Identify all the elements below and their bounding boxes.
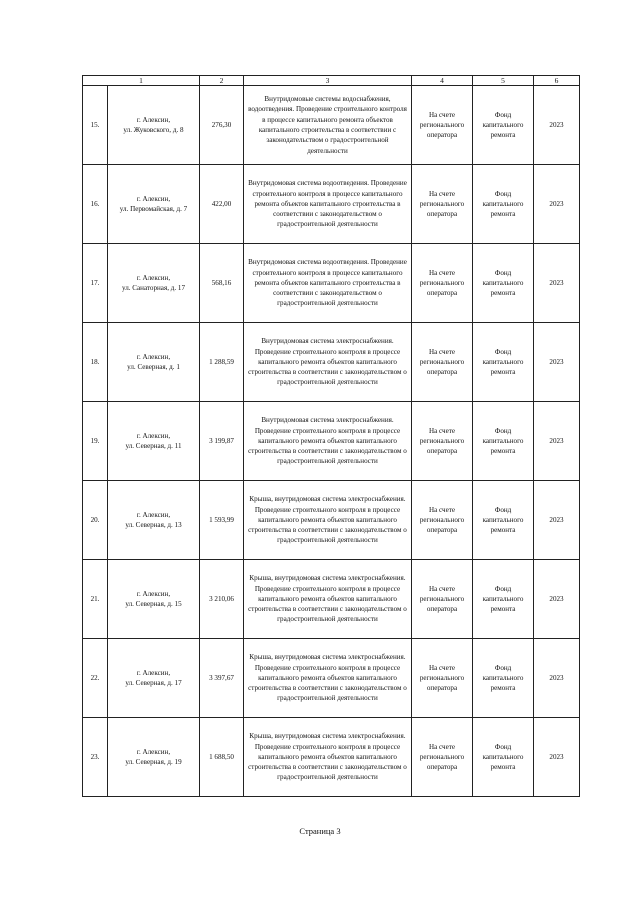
row-number: 19. [83, 402, 108, 481]
row-year: 2023 [534, 165, 580, 244]
row-funding-source: Фонд капитального ремонта [473, 402, 534, 481]
address-street: ул. Санаторная, д. 17 [121, 284, 186, 292]
row-account: На счете регионального оператора [412, 86, 473, 165]
row-cost: 1 688,50 [200, 718, 244, 797]
row-funding-source: Фонд капитального ремонта [473, 481, 534, 560]
table-row [83, 560, 580, 639]
row-cost: 3 397,67 [200, 639, 244, 718]
address-street: ул. Жуковского, д. 8 [123, 126, 184, 134]
row-cost: 3 199,87 [200, 402, 244, 481]
row-cost: 1 593,99 [200, 481, 244, 560]
row-address [108, 402, 200, 481]
page-number: Страница 3 [299, 826, 341, 836]
row-account: На счете регионального оператора [412, 718, 473, 797]
row-address [108, 165, 200, 244]
row-account: На счете регионального оператора [412, 402, 473, 481]
row-cost: 422,00 [200, 165, 244, 244]
row-address [108, 639, 200, 718]
row-cost: 568,16 [200, 244, 244, 323]
row-address [108, 244, 200, 323]
row-number: 17. [83, 244, 108, 323]
row-account: На счете регионального оператора [412, 244, 473, 323]
row-address [108, 323, 200, 402]
column-header-5: 5 [473, 76, 534, 86]
row-number: 23. [83, 718, 108, 797]
row-work-description: Крыша, внутридомовая система электроснабжения. Проведение строительного контроля в процессе капитального ремонта объектов капитального строительства в соответствии с законодательством о градостроительной деятельности [244, 718, 412, 797]
address-street: ул. Первомайская, д. 7 [119, 205, 188, 213]
row-address [108, 718, 200, 797]
table-header-row [83, 76, 580, 86]
row-funding-source: Фонд капитального ремонта [473, 718, 534, 797]
table-row [83, 86, 580, 165]
row-work-description: Внутридомовая система водоотведения. Проведение строительного контроля в процессе капитального ремонта объектов капитального строительства в соответствии с законодательством о градостроительной деятельности [244, 165, 412, 244]
column-header-3: 3 [244, 76, 412, 86]
row-work-description: Крыша, внутридомовая система электроснабжения. Проведение строительного контроля в процессе капитального ремонта объектов капитального строительства в соответствии с законодательством о градостроительной деятельности [244, 639, 412, 718]
address-city: г. Алексин, [136, 273, 171, 282]
row-cost: 1 288,59 [200, 323, 244, 402]
address-city: г. Алексин, [136, 510, 171, 519]
row-cost: 276,30 [200, 86, 244, 165]
row-number: 15. [83, 86, 108, 165]
row-work-description: Крыша, внутридомовая система электроснабжения. Проведение строительного контроля в процессе капитального ремонта объектов капитального строительства в соответствии с законодательством о градостроительной деятельности [244, 481, 412, 560]
row-number: 18. [83, 323, 108, 402]
row-number: 22. [83, 639, 108, 718]
address-city: г. Алексин, [136, 589, 171, 598]
address-street: ул. Северная, д. 13 [125, 521, 182, 529]
address-city: г. Алексин, [136, 747, 171, 756]
row-funding-source: Фонд капитального ремонта [473, 244, 534, 323]
address-street: ул. Северная, д. 15 [125, 600, 182, 608]
row-work-description: Внутридомовая система электроснабжения. Проведение строительного контроля в процессе капитального ремонта объектов капитального строительства в соответствии с законодательством о градостроительной деятельности [244, 323, 412, 402]
works-table [82, 75, 580, 797]
row-year: 2023 [534, 718, 580, 797]
column-header-4: 4 [412, 76, 473, 86]
row-work-description: Внутридомовая система водоотведения. Проведение строительного контроля в процессе капитального ремонта объектов капитального строительства в соответствии с законодательством о градостроительной деятельности [244, 244, 412, 323]
table-row [83, 481, 580, 560]
address-street: ул. Северная, д. 17 [125, 679, 182, 687]
row-year: 2023 [534, 560, 580, 639]
row-address [108, 560, 200, 639]
table-row [83, 165, 580, 244]
table-row [83, 402, 580, 481]
row-cost: 3 210,06 [200, 560, 244, 639]
row-year: 2023 [534, 323, 580, 402]
column-header-6: 6 [534, 76, 580, 86]
row-account: На счете регионального оператора [412, 639, 473, 718]
row-account: На счете регионального оператора [412, 165, 473, 244]
row-year: 2023 [534, 402, 580, 481]
row-work-description: Крыша, внутридомовая система электроснабжения. Проведение строительного контроля в процессе капитального ремонта объектов капитального строительства в соответствии с законодательством о градостроительной деятельности [244, 560, 412, 639]
row-year: 2023 [534, 86, 580, 165]
row-account: На счете регионального оператора [412, 323, 473, 402]
row-account: На счете регионального оператора [412, 481, 473, 560]
row-funding-source: Фонд капитального ремонта [473, 86, 534, 165]
row-year: 2023 [534, 639, 580, 718]
row-funding-source: Фонд капитального ремонта [473, 165, 534, 244]
address-city: г. Алексин, [136, 194, 171, 203]
column-header-2: 2 [200, 76, 244, 86]
row-address [108, 481, 200, 560]
table-row [83, 639, 580, 718]
row-year: 2023 [534, 481, 580, 560]
address-street: ул. Северная, д. 19 [125, 758, 182, 766]
address-street: ул. Северная, д. 1 [127, 363, 180, 371]
row-funding-source: Фонд капитального ремонта [473, 323, 534, 402]
row-funding-source: Фонд капитального ремонта [473, 560, 534, 639]
address-city: г. Алексин, [136, 352, 171, 361]
address-street: ул. Северная, д. 11 [125, 442, 182, 450]
row-work-description: Внутридомовые системы водоснабжения, водоотведения. Проведение строительного контроля в процессе капитального ремонта объектов капитального строительства в соответствии с законодательством о градостроительной деятельности [244, 86, 412, 165]
row-number: 16. [83, 165, 108, 244]
table-row [83, 244, 580, 323]
address-city: г. Алексин, [136, 668, 171, 677]
row-account: На счете регионального оператора [412, 560, 473, 639]
column-header-1: 1 [83, 76, 200, 86]
address-city: г. Алексин, [136, 115, 171, 124]
table-row [83, 323, 580, 402]
row-funding-source: Фонд капитального ремонта [473, 639, 534, 718]
row-address [108, 86, 200, 165]
row-number: 21. [83, 560, 108, 639]
row-number: 20. [83, 481, 108, 560]
row-work-description: Внутридомовая система электроснабжения. Проведение строительного контроля в процессе капитального ремонта объектов капитального строительства в соответствии с законодательством о градостроительной деятельности [244, 402, 412, 481]
address-city: г. Алексин, [136, 431, 171, 440]
table-row [83, 718, 580, 797]
row-year: 2023 [534, 244, 580, 323]
